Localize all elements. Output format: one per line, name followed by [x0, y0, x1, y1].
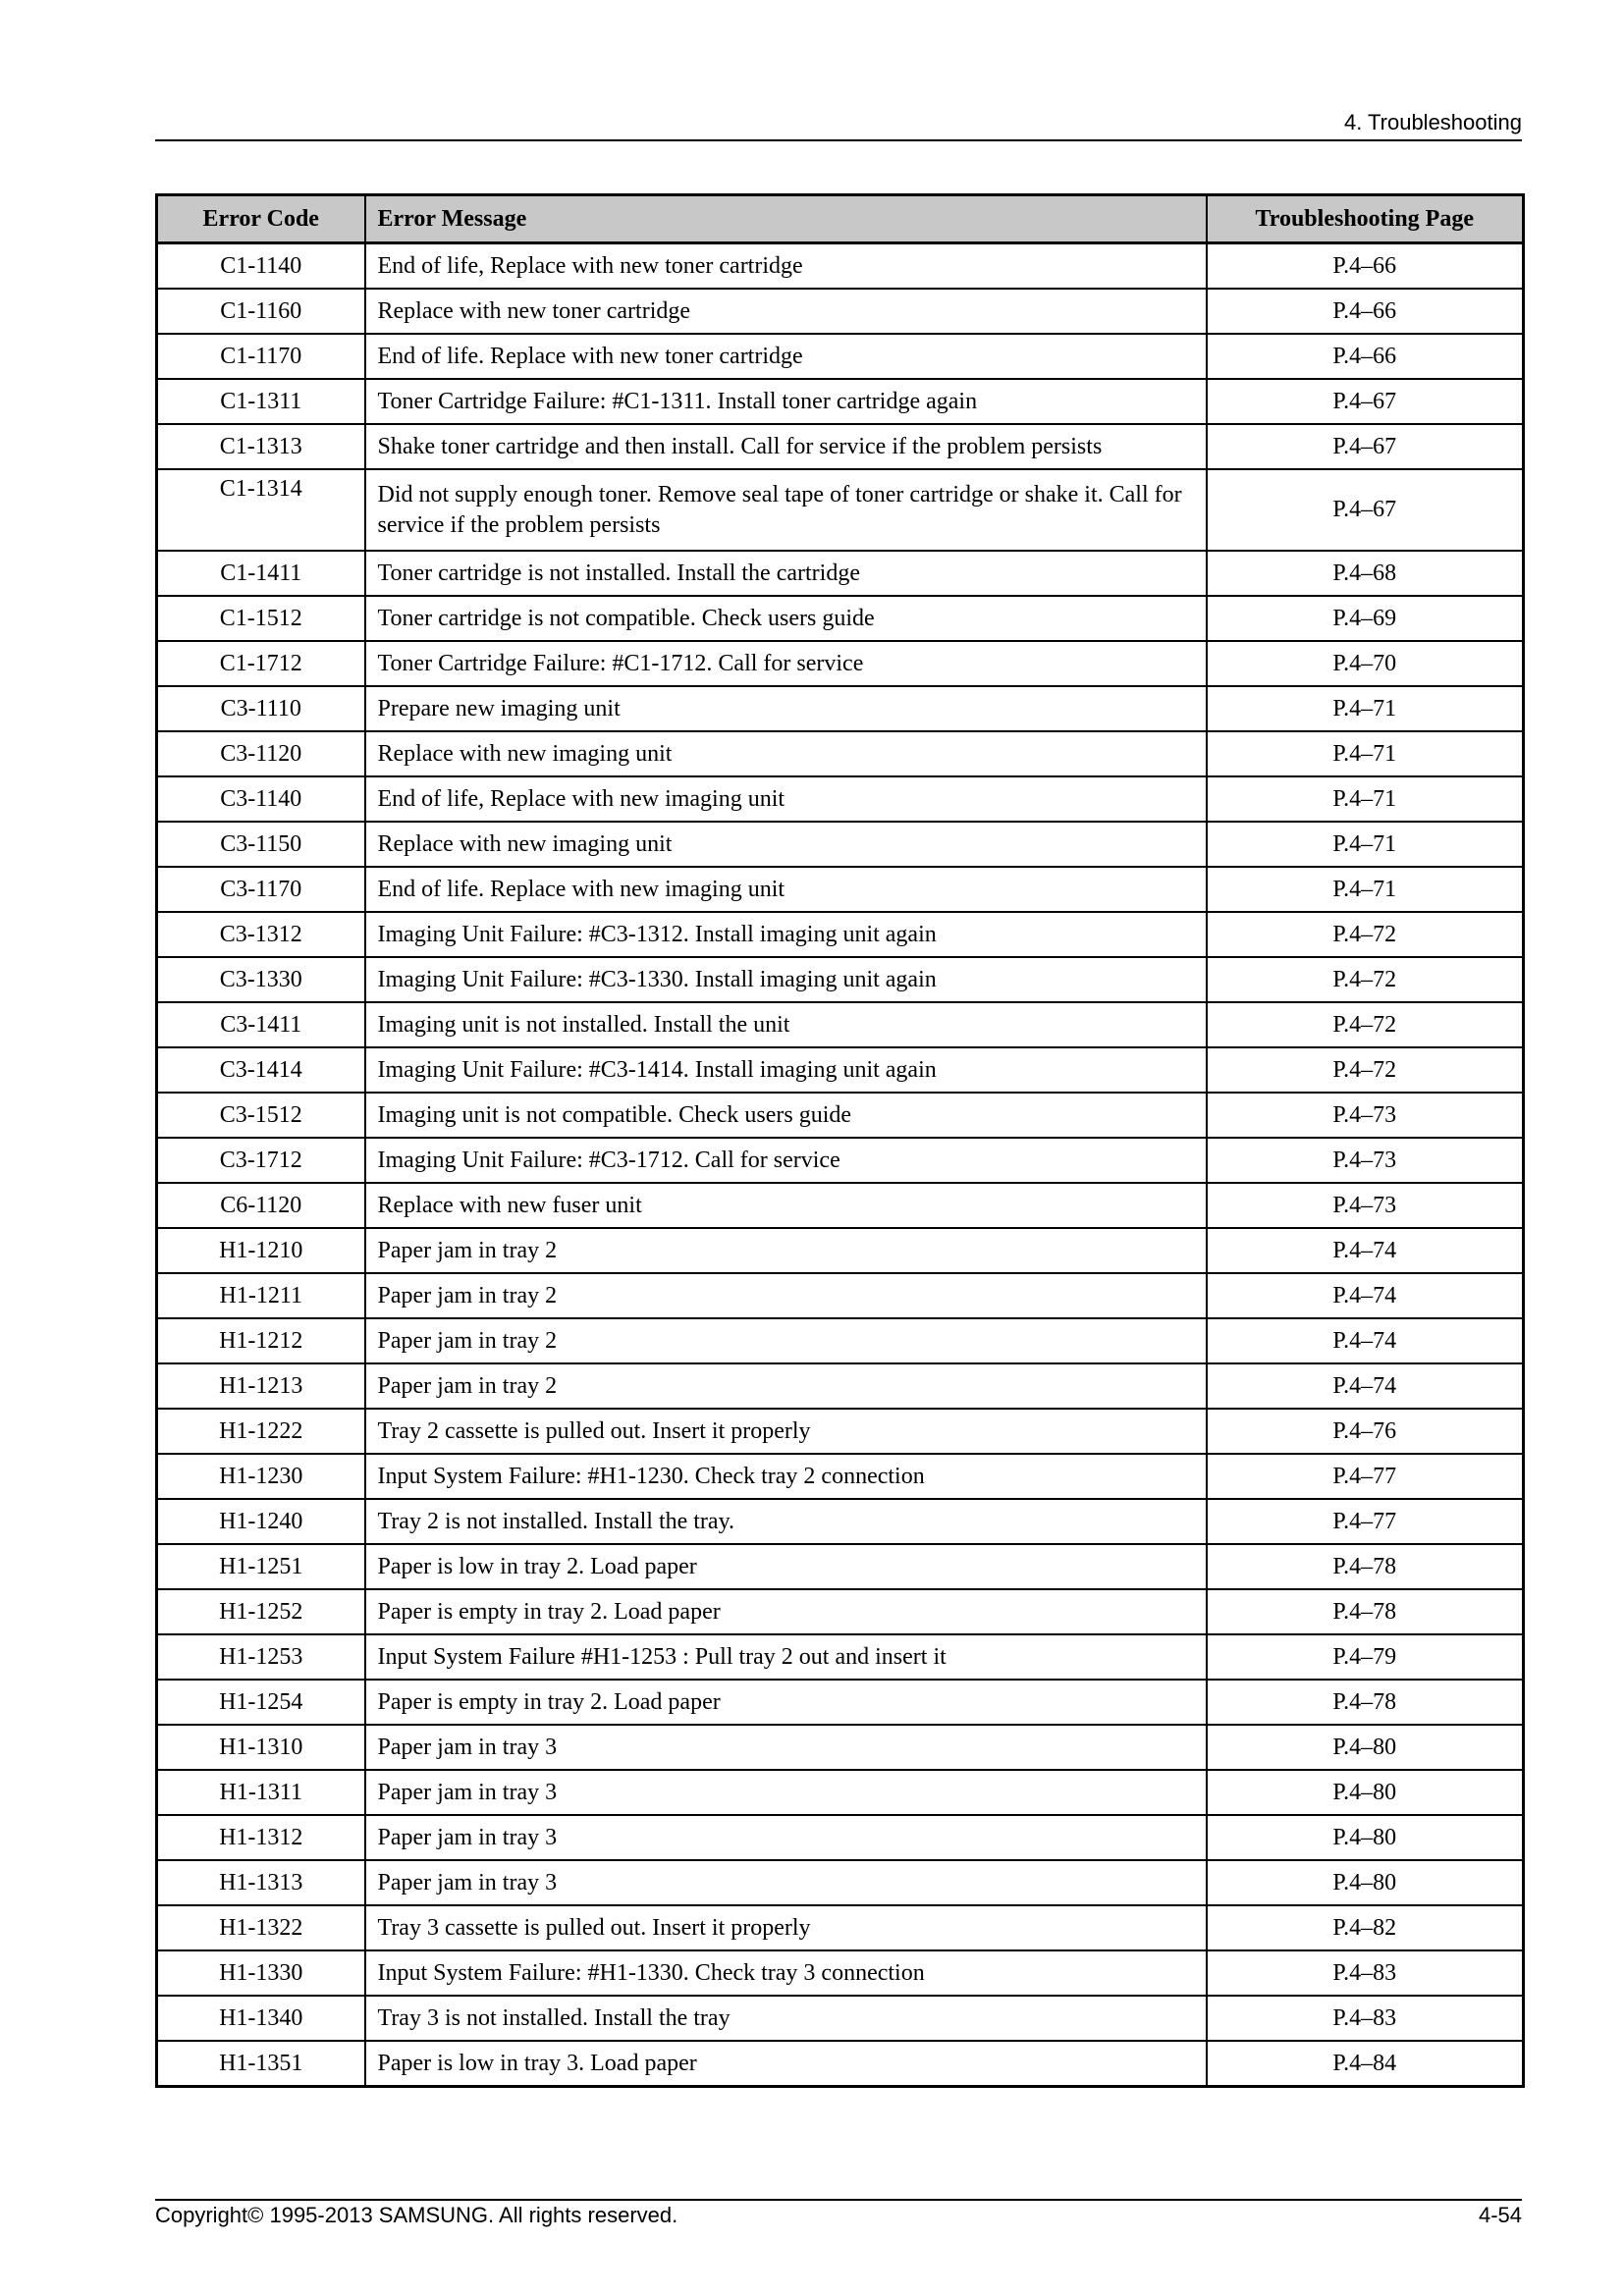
- error-code-cell: H1-1322: [157, 1905, 365, 1950]
- troubleshooting-page-cell: P.4–67: [1207, 379, 1524, 424]
- table-row: [157, 551, 1524, 596]
- error-message-cell: Paper is empty in tray 2. Load paper: [365, 1589, 1207, 1634]
- troubleshooting-page-cell: P.4–80: [1207, 1815, 1524, 1860]
- error-code-table: [155, 193, 1525, 2088]
- error-code-cell: C1-1140: [157, 243, 365, 290]
- table-row: [157, 1499, 1524, 1544]
- error-message-cell: Paper jam in tray 2: [365, 1363, 1207, 1409]
- troubleshooting-page-cell: P.4–69: [1207, 596, 1524, 641]
- table-row: [157, 686, 1524, 731]
- troubleshooting-page-cell: P.4–79: [1207, 1634, 1524, 1680]
- error-code-cell: C3-1411: [157, 1002, 365, 1047]
- troubleshooting-page-cell: P.4–74: [1207, 1228, 1524, 1273]
- troubleshooting-page-cell: P.4–78: [1207, 1544, 1524, 1589]
- error-code-cell: H1-1340: [157, 1996, 365, 2041]
- error-message-cell: Imaging unit is not installed. Install the unit: [365, 1002, 1207, 1047]
- error-message-cell: Replace with new imaging unit: [365, 731, 1207, 776]
- table-row: [157, 1770, 1524, 1815]
- troubleshooting-page-cell: P.4–71: [1207, 776, 1524, 822]
- table-row: [157, 1589, 1524, 1634]
- error-message-cell: Paper jam in tray 2: [365, 1228, 1207, 1273]
- error-code-cell: H1-1253: [157, 1634, 365, 1680]
- error-message-cell: Toner Cartridge Failure: #C1-1712. Call for service: [365, 641, 1207, 686]
- troubleshooting-page-cell: P.4–70: [1207, 641, 1524, 686]
- table-row: [157, 1634, 1524, 1680]
- copyright-text: Copyright© 1995-2013 SAMSUNG. All rights reserved.: [155, 2203, 678, 2227]
- column-header-error-code: Error Code: [157, 195, 365, 243]
- error-code-cell: C1-1314: [157, 469, 365, 551]
- troubleshooting-page-cell: P.4–78: [1207, 1680, 1524, 1725]
- table-row: [157, 1363, 1524, 1409]
- error-code-cell: C3-1120: [157, 731, 365, 776]
- table-row: [157, 641, 1524, 686]
- error-code-cell: H1-1330: [157, 1950, 365, 1996]
- error-code-cell: H1-1351: [157, 2041, 365, 2087]
- error-code-table-container: [155, 193, 1522, 2088]
- table-row: [157, 1725, 1524, 1770]
- error-code-cell: H1-1213: [157, 1363, 365, 1409]
- error-code-cell: C1-1313: [157, 424, 365, 469]
- table-row: [157, 776, 1524, 822]
- table-row: [157, 731, 1524, 776]
- troubleshooting-page-cell: P.4–80: [1207, 1725, 1524, 1770]
- error-message-cell: End of life. Replace with new imaging unit: [365, 867, 1207, 912]
- error-code-cell: C6-1120: [157, 1183, 365, 1228]
- error-code-cell: C3-1312: [157, 912, 365, 957]
- troubleshooting-page-cell: P.4–83: [1207, 1950, 1524, 1996]
- error-message-cell: Input System Failure: #H1-1330. Check tray 3 connection: [365, 1950, 1207, 1996]
- error-code-cell: C3-1330: [157, 957, 365, 1002]
- error-code-cell: C1-1160: [157, 289, 365, 334]
- table-row: [157, 2041, 1524, 2087]
- error-message-cell: Tray 2 cassette is pulled out. Insert it properly: [365, 1409, 1207, 1454]
- troubleshooting-page-cell: P.4–73: [1207, 1183, 1524, 1228]
- error-message-cell: Tray 3 is not installed. Install the tray: [365, 1996, 1207, 2041]
- troubleshooting-page-cell: P.4–74: [1207, 1363, 1524, 1409]
- troubleshooting-page-cell: P.4–72: [1207, 957, 1524, 1002]
- troubleshooting-page-cell: P.4–74: [1207, 1318, 1524, 1363]
- troubleshooting-page-cell: P.4–80: [1207, 1860, 1524, 1905]
- error-message-cell: End of life, Replace with new toner cartridge: [365, 243, 1207, 290]
- error-code-cell: C3-1414: [157, 1047, 365, 1093]
- error-code-cell: C1-1170: [157, 334, 365, 379]
- error-message-cell: Paper jam in tray 3: [365, 1815, 1207, 1860]
- error-code-cell: C1-1512: [157, 596, 365, 641]
- troubleshooting-page-cell: P.4–77: [1207, 1499, 1524, 1544]
- troubleshooting-page-cell: P.4–71: [1207, 867, 1524, 912]
- error-message-cell: Paper is empty in tray 2. Load paper: [365, 1680, 1207, 1725]
- table-row: [157, 1815, 1524, 1860]
- table-header-row: [157, 195, 1524, 243]
- troubleshooting-page-cell: P.4–73: [1207, 1138, 1524, 1183]
- error-code-cell: H1-1211: [157, 1273, 365, 1318]
- troubleshooting-page-cell: P.4–72: [1207, 912, 1524, 957]
- table-row: [157, 1860, 1524, 1905]
- troubleshooting-page-cell: P.4–66: [1207, 289, 1524, 334]
- table-row: [157, 1318, 1524, 1363]
- troubleshooting-page-cell: P.4–66: [1207, 334, 1524, 379]
- table-row: [157, 424, 1524, 469]
- table-row: [157, 1996, 1524, 2041]
- column-header-error-message: Error Message: [365, 195, 1207, 243]
- error-message-cell: Input System Failure: #H1-1230. Check tray 2 connection: [365, 1454, 1207, 1499]
- error-message-cell: End of life. Replace with new toner cartridge: [365, 334, 1207, 379]
- error-message-cell: Toner cartridge is not compatible. Check users guide: [365, 596, 1207, 641]
- troubleshooting-page-cell: P.4–71: [1207, 686, 1524, 731]
- troubleshooting-page-cell: P.4–73: [1207, 1093, 1524, 1138]
- troubleshooting-page-cell: P.4–67: [1207, 469, 1524, 551]
- error-code-cell: C3-1110: [157, 686, 365, 731]
- error-message-cell: Tray 3 cassette is pulled out. Insert it properly: [365, 1905, 1207, 1950]
- error-message-cell: Paper is low in tray 3. Load paper: [365, 2041, 1207, 2087]
- table-body: [157, 243, 1524, 2087]
- table-row: [157, 867, 1524, 912]
- error-message-cell: Shake toner cartridge and then install. Call for service if the problem persists: [365, 424, 1207, 469]
- table-row: [157, 379, 1524, 424]
- table-row: [157, 1183, 1524, 1228]
- error-code-cell: C3-1712: [157, 1138, 365, 1183]
- table-row: [157, 596, 1524, 641]
- error-code-cell: H1-1310: [157, 1725, 365, 1770]
- error-message-cell: Did not supply enough toner. Remove seal tape of toner cartridge or shake it. Call for service if the problem persists: [365, 469, 1207, 551]
- error-message-cell: Replace with new toner cartridge: [365, 289, 1207, 334]
- error-message-cell: Paper jam in tray 3: [365, 1860, 1207, 1905]
- error-code-cell: H1-1230: [157, 1454, 365, 1499]
- error-message-cell: Imaging unit is not compatible. Check users guide: [365, 1093, 1207, 1138]
- table-row: [157, 289, 1524, 334]
- column-header-troubleshooting-page: Troubleshooting Page: [1207, 195, 1524, 243]
- troubleshooting-page-cell: P.4–74: [1207, 1273, 1524, 1318]
- error-message-cell: Input System Failure #H1-1253 : Pull tray 2 out and insert it: [365, 1634, 1207, 1680]
- header-divider: [155, 139, 1522, 141]
- table-row: [157, 1680, 1524, 1725]
- table-row: [157, 912, 1524, 957]
- error-code-cell: C1-1311: [157, 379, 365, 424]
- table-row: [157, 469, 1524, 551]
- error-code-cell: C1-1411: [157, 551, 365, 596]
- table-row: [157, 822, 1524, 867]
- troubleshooting-page-cell: P.4–72: [1207, 1002, 1524, 1047]
- table-row: [157, 243, 1524, 290]
- troubleshooting-page-cell: P.4–83: [1207, 1996, 1524, 2041]
- error-code-cell: H1-1313: [157, 1860, 365, 1905]
- error-message-cell: Replace with new fuser unit: [365, 1183, 1207, 1228]
- page-number: 4-54: [1478, 2203, 1522, 2227]
- error-message-cell: Replace with new imaging unit: [365, 822, 1207, 867]
- troubleshooting-page-cell: P.4–78: [1207, 1589, 1524, 1634]
- error-code-cell: H1-1251: [157, 1544, 365, 1589]
- troubleshooting-page-cell: P.4–77: [1207, 1454, 1524, 1499]
- error-code-cell: H1-1210: [157, 1228, 365, 1273]
- table-row: [157, 1950, 1524, 1996]
- troubleshooting-page-cell: P.4–71: [1207, 731, 1524, 776]
- error-code-cell: H1-1311: [157, 1770, 365, 1815]
- error-code-cell: C3-1150: [157, 822, 365, 867]
- error-code-cell: H1-1212: [157, 1318, 365, 1363]
- troubleshooting-page-cell: P.4–72: [1207, 1047, 1524, 1093]
- error-code-cell: H1-1312: [157, 1815, 365, 1860]
- troubleshooting-page-cell: P.4–82: [1207, 1905, 1524, 1950]
- table-row: [157, 957, 1524, 1002]
- troubleshooting-page-cell: P.4–66: [1207, 243, 1524, 290]
- table-row: [157, 1905, 1524, 1950]
- error-message-cell: Toner cartridge is not installed. Install the cartridge: [365, 551, 1207, 596]
- troubleshooting-page-cell: P.4–84: [1207, 2041, 1524, 2087]
- error-code-cell: H1-1252: [157, 1589, 365, 1634]
- table-row: [157, 1409, 1524, 1454]
- error-code-cell: H1-1254: [157, 1680, 365, 1725]
- error-code-cell: C3-1140: [157, 776, 365, 822]
- error-code-cell: C3-1512: [157, 1093, 365, 1138]
- troubleshooting-page-cell: P.4–68: [1207, 551, 1524, 596]
- table-row: [157, 1002, 1524, 1047]
- table-row: [157, 1544, 1524, 1589]
- error-message-cell: Paper is low in tray 2. Load paper: [365, 1544, 1207, 1589]
- troubleshooting-page-cell: P.4–80: [1207, 1770, 1524, 1815]
- table-row: [157, 1093, 1524, 1138]
- table-row: [157, 1047, 1524, 1093]
- error-message-cell: Toner Cartridge Failure: #C1-1311. Install toner cartridge again: [365, 379, 1207, 424]
- error-message-cell: Paper jam in tray 2: [365, 1273, 1207, 1318]
- table-row: [157, 334, 1524, 379]
- table-row: [157, 1454, 1524, 1499]
- footer-divider: [155, 2199, 1522, 2201]
- table-row: [157, 1273, 1524, 1318]
- error-message-cell: Paper jam in tray 3: [365, 1770, 1207, 1815]
- error-message-cell: Imaging Unit Failure: #C3-1330. Install imaging unit again: [365, 957, 1207, 1002]
- table-row: [157, 1228, 1524, 1273]
- error-code-cell: C3-1170: [157, 867, 365, 912]
- troubleshooting-page-cell: P.4–71: [1207, 822, 1524, 867]
- section-header: 4. Troubleshooting: [1343, 110, 1522, 134]
- troubleshooting-page-cell: P.4–67: [1207, 424, 1524, 469]
- table-row: [157, 1138, 1524, 1183]
- troubleshooting-page-cell: P.4–76: [1207, 1409, 1524, 1454]
- error-code-cell: C1-1712: [157, 641, 365, 686]
- error-message-cell: Prepare new imaging unit: [365, 686, 1207, 731]
- error-message-cell: Tray 2 is not installed. Install the tray.: [365, 1499, 1207, 1544]
- error-message-cell: Paper jam in tray 3: [365, 1725, 1207, 1770]
- error-message-cell: End of life, Replace with new imaging unit: [365, 776, 1207, 822]
- error-message-cell: Paper jam in tray 2: [365, 1318, 1207, 1363]
- error-message-cell: Imaging Unit Failure: #C3-1312. Install imaging unit again: [365, 912, 1207, 957]
- error-code-cell: H1-1222: [157, 1409, 365, 1454]
- error-message-cell: Imaging Unit Failure: #C3-1712. Call for service: [365, 1138, 1207, 1183]
- error-code-cell: H1-1240: [157, 1499, 365, 1544]
- error-message-cell: Imaging Unit Failure: #C3-1414. Install imaging unit again: [365, 1047, 1207, 1093]
